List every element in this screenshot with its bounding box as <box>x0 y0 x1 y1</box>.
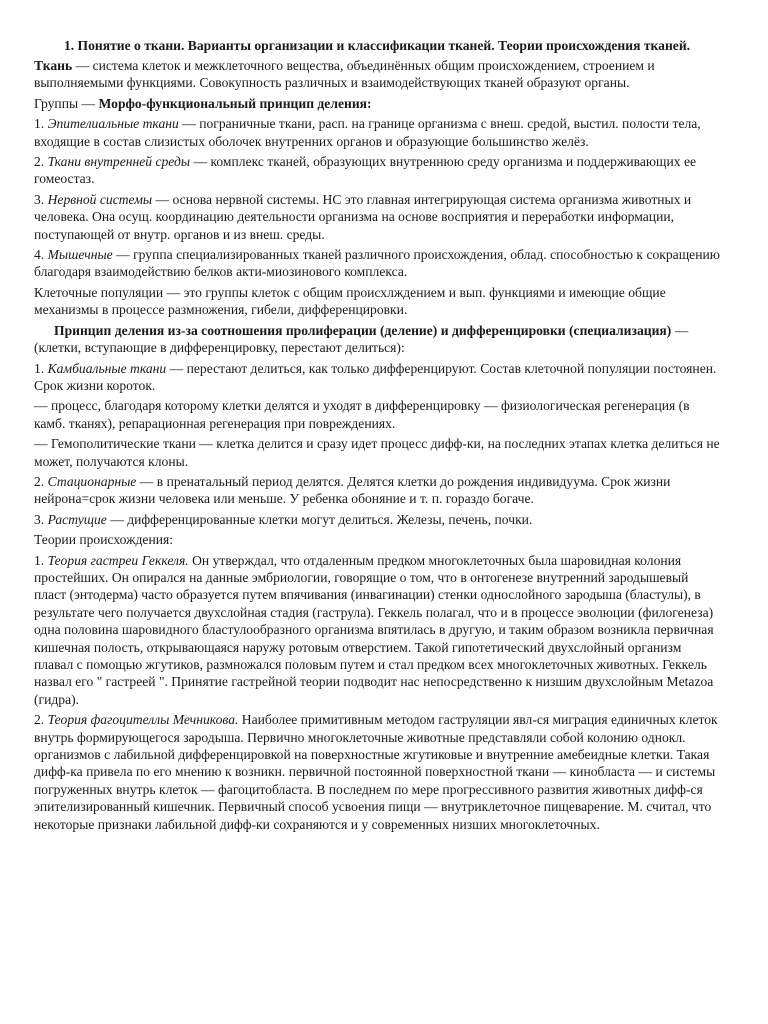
paragraph-origin-theories: Теории происхождения: <box>34 532 174 548</box>
paragraph-cell-populations: Клеточные популяции — это группы клеток с общим происхлждением и вып. функциями и имеющие общие механизмы в процессе размножения, гибели, дифференцировки. <box>34 284 666 318</box>
item-term: Растущие <box>47 511 107 527</box>
item-number: 1. <box>34 360 48 376</box>
item-term: Ткани внутренней среды <box>47 154 191 170</box>
groups-heading: Морфо-функциональный принцип деления: <box>98 95 372 111</box>
item-text: — основа нервной системы. НС это главная интегрирующая система организма животных и человека. Она осущ. координацию деятельности организма на основе восприятия и переработки информации, поступающей от внутр. органов и из внеш. среды. <box>34 191 692 242</box>
list-item-epithelial <box>34 115 720 150</box>
item-term: Теория фагоцителлы Мечникова. <box>47 712 239 728</box>
item-text: — перестают делиться, как только дифференцируют. Состав клеточной популяции постоянен. Срок жизни короток. <box>34 360 717 393</box>
item-number: 3. <box>34 191 48 207</box>
item-text: — комплекс тканей, образующих внутреннюю среду организма и поддерживающих ее гомеостаз. <box>34 154 697 187</box>
list-item-haeckel-theory <box>34 552 720 709</box>
item-number: 1. <box>34 116 48 132</box>
page-title: 1. Понятие о ткани. Варианты организации и классификации тканей. Теории происхождения тканей. <box>63 38 691 53</box>
item-term: Нервной системы <box>47 191 153 207</box>
item-text: — группа специализированных тканей различного происхождения, облад. способностью к сокращению благодаря взаимодействию белков акти-миозинового комплекса. <box>34 247 720 280</box>
item-text: — пограничные ткани, расп. на границе организма с внеш. средой, выстил. полости тела, входящие в состав слизистых оболочек внутренних органов и образующие большинство желёз. <box>34 116 701 149</box>
list-item-mechnikov-theory <box>34 711 720 833</box>
paragraph-groups <box>34 95 720 112</box>
paragraph-proliferation-principle <box>34 322 720 357</box>
item-number: 4. <box>34 247 48 263</box>
item-term: Камбиальные ткани <box>47 360 167 376</box>
list-item-cambial <box>34 360 720 395</box>
item-number: 2. <box>34 712 48 728</box>
paragraph-text: — система клеток и межклеточного вещества, объединённых общим происхождением, строением и выполняемыми функциями. Совокупность различных и взаимодействующих тканей образуют органы. <box>34 58 655 91</box>
list-item-stationary <box>34 473 720 508</box>
term-tissue: Ткань <box>34 58 73 73</box>
paragraph-text: — (клетки, вступающие в дифференцировку, перестают делиться): <box>34 322 689 356</box>
item-term: Эпителиальные ткани <box>47 116 179 132</box>
paragraph-tissue-definition <box>34 57 720 92</box>
list-item-growing <box>34 511 720 528</box>
proliferation-heading: Принцип деления из-за соотношения пролиферации (деление) и дифференцировки (специализация) <box>54 322 672 338</box>
item-number: 2. <box>34 473 48 489</box>
item-text: — в пренатальный период делятся. Делятся клетки до рождения индивидуума. Срок жизни нейрона=срок жизни человека или меньше. У ребенка обоняние и т. п. гораздо богаче. <box>34 473 671 507</box>
item-text: Он утверждал, что отдаленным предком многоклеточных была шаровидная колония простейших. Он опирался на данные эмбриологии, говорящие о том, что в онтогенезе внутренний зародышевый пласт (энтодерма) часто образуется путем впячивания (инвагинации) стенки однослойного зародыша (бластулы), в результате чего получается двухслойная стадия (гаструла). Геккель полагал, что и в процессе эволюции (филогенеза) одна половина шаровидного бластулообразного организма впятилась в другую, и таким образом возникла первичная кишечная полость, открывающаяся наружу ротовым отверстием. Такой гипотетический двухслойный организм плавал с помощью жгутиков, размножался половым путем и стал предком всех многоклеточных животных. Геккель назвал его " гастреей ". Принятие гастрейной теории подводит нас непосредственно к низшим двухслойным Metazoa (гидра). <box>34 552 714 707</box>
item-number: 1. <box>34 552 48 568</box>
item-term: Мышечные <box>47 247 113 263</box>
item-number: 3. <box>34 511 48 527</box>
item-term: Стационарные <box>47 473 137 489</box>
item-term: Теория гастреи Геккеля. <box>47 552 189 568</box>
list-item-nervous <box>34 191 720 243</box>
item-text: — дифференцированные клетки могут делиться. Железы, печень, почки. <box>106 511 533 527</box>
paragraph-regeneration: — процесс, благодаря которому клетки делятся и уходят в дифференцировку — физиологическая регенерация (в камб. тканях), репарационная регенерация при повреждениях. <box>34 398 690 431</box>
item-text: Наиболее примитивным методом гаструляции явл-ся миграция единичных клеток внутрь формирующегося зародыша. Первично многоклеточные животные представляли собой колонию однокл. организмов с лабильной дифференцировкой на поверхностные жгутиковые и внутренние амебеидные клетки. Такая дифф-ка привела по его мнению к возникн. первичной постоянной поверхностной ткани — кинобласта — и системы погруженных внутрь клеток — фагоцитобласта. В последнем по мере прогрессивного развития животных дифф-ся эпителизированный кишечник. Первичный способ усвоения пищи — внутриклеточное пищеварение. М. считал, что некоторые признаки лабильной дифф-ки сохраняются и у современных низших многоклеточных. <box>34 712 718 832</box>
item-number: 2. <box>34 154 48 170</box>
paragraph-hematopoietic: — Гемополитические ткани — клетка делится и сразу идет процесс дифф-ки, на последних этапах клетка делиться не может, получаются клоны. <box>34 436 720 469</box>
list-item-muscle <box>34 246 720 281</box>
list-item-internal-medium <box>34 153 720 188</box>
groups-lead: Группы — <box>34 95 99 111</box>
